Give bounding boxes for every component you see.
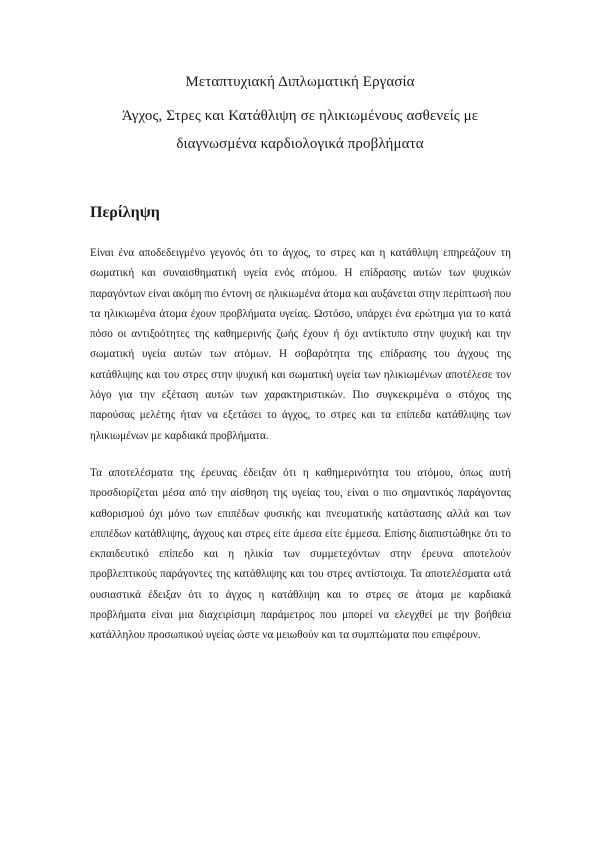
abstract-paragraph-1: Είναι ένα αποδεδειγμένο γεγονός ότι το άγχος, το στρες και η κατάθλιψη επηρεάζουν τη σωματική και συναισθηματική υγεία ενός ατόμου. Η επίδρασης αυτών των ψυχικών παραγόντων είναι ακόμη πιο έντονη σε ηλικιωμένα άτομα και αυξάνεται στην περίπτωσή που τα ηλικιωμένα άτομα έχουν προβλήματα υγείας. Ωστόσο, υπάρχει ένα ερώτημα για το κατά πόσο οι αντιξοότητες της καθημερινής ζωής έχουν ή όχι αντίκτυπο στην ψυχική και την σωματική υγεία αυτών των ατόμων. Η σοβαρότητα της επίδρασης του άγχους της κατάθλιψης και του στρες στην ψυχική και σωματική υγεία των ηλικιωμένων αποτέλεσε τον λόγο για την εξέταση αυτών των χαρακτηριστικών. Πιο συγκεκριμένα ο στόχος της παρούσας μελέτης ήταν να εξετάσει το άγχος, το στρες και τα επίπεδα κατάθλιψης των ηλικιωμένων με καρδιακά προβλήματα. xyxy=(90,247,511,442)
title-block xyxy=(60,72,540,154)
abstract-heading: Περίληψη xyxy=(90,204,160,221)
thesis-title-line-2: διαγνωσμένα καρδιολογικά προβλήματα xyxy=(176,136,424,152)
thesis-title-line-1: Άγχος, Στρες και Κατάθλιψη σε ηλικιωμένους ασθενείς με xyxy=(121,108,479,124)
abstract-paragraph-2: Τα αποτελέσματα της έρευνας έδειξαν ότι η καθημερινότητα του ατόμου, όπως αυτή προσδιορίζεται μέσα από την αίσθηση της υγείας του, είναι ο πιο σημαντικός παράγοντας καθορισμού όχι μόνο των επιπέδων φυσικής και πνευματικής κατάστασης αλλά και των επιπέδων κατάθλιψης, άγχους και στρες είτε άμεσα είτε έμμεσα. Επίσης διαπιστώθηκε ότι το εκπαιδευτικό επίπεδο και η ηλικία των συμμετεχόντων στην έρευνα αποτελούν προβλεπτικούς παράγοντες της κατάθλιψης και του στρες αντίστοιχα. Τα αποτελέσματα ωτά ουσιαστικά έδειξαν ότι το άγχος η κατάθλιψη και το στρες σε άτομα με καρδιακά προβλήματα είναι μια διαχειρίσιμη παράμετρος που μπορεί να ελεγχθεί με την βοήθεια κατάλληλου προσωπικού υγείας ώστε να μειωθούν και τα συμπτώματα που επιφέρουν. xyxy=(90,467,511,642)
thesis-type-title: Μεταπτυχιακή Διπλωματική Εργασία xyxy=(185,74,415,90)
